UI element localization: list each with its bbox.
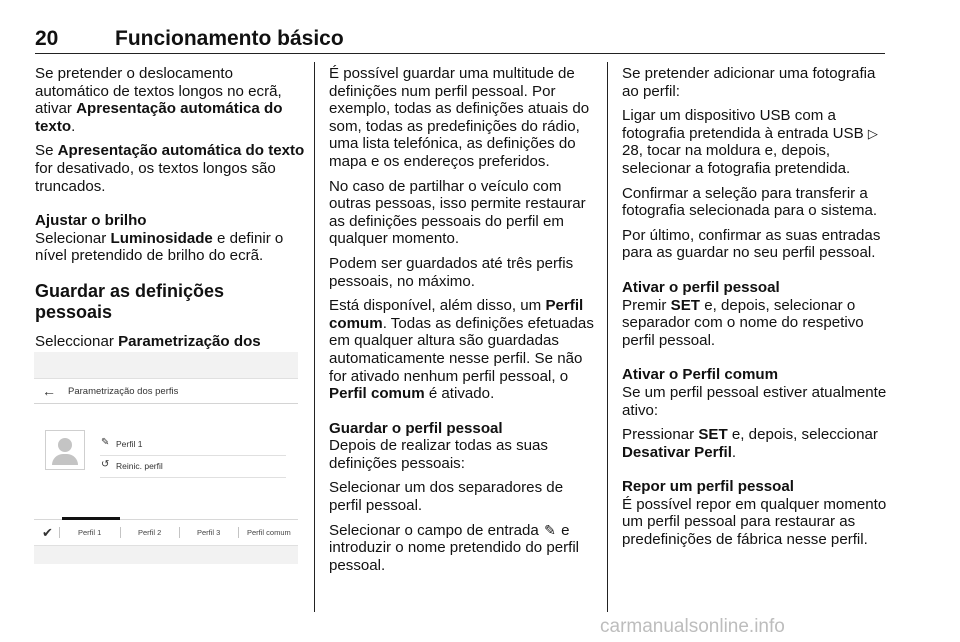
paragraph: É possível guardar uma multitude de definições num perfil pessoal. Por exemplo, todas as definições atuais do som, todas as predefinições do rádio, uma lista telefónica, as definições do mapa e os endereços preferidos. [329, 65, 590, 170]
header-rule [35, 53, 885, 54]
button-name: SET [670, 296, 700, 314]
section-heading-guardar: Guardar as definições pessoais [35, 280, 225, 322]
page-number: 20 [35, 27, 59, 50]
paragraph: Por último, confirmar as suas entradas para as guardar no seu perfil pessoal. [622, 226, 881, 262]
paragraph: Podem ser guardados até três perfis pessoais, no máximo. [329, 254, 574, 290]
button-name: SET [698, 426, 728, 444]
profile-photo-frame[interactable] [45, 430, 85, 470]
paragraph: É possível repor em qualquer momento um perfil pessoal para restaurar as predefinições de fábrica nesse perfil. [622, 495, 887, 549]
menu-option-name: Apresentação automática do texto [57, 142, 305, 160]
checkmark-icon[interactable]: ✔ [42, 525, 53, 540]
reset-profile-button[interactable]: Reinic. perfil [116, 461, 163, 471]
menu-option-name: Apresentação automática do texto [35, 100, 283, 135]
tab-perfil-1[interactable]: Perfil 1 [78, 528, 102, 537]
column-2 [329, 65, 597, 581]
row-divider [100, 455, 286, 456]
paragraph: Selecionar o campo de entrada ✎ e introduzir o nome pretendido do perfil pessoal. [329, 521, 580, 574]
paragraph: Premir SET e, depois, selecionar o separador com o nome do respetivo perfil pessoal. [622, 296, 864, 349]
profile-settings-screen-figure [34, 352, 298, 564]
menu-option-name: Perfil comum [329, 385, 425, 403]
pencil-icon: ✎ [544, 521, 556, 538]
menu-option-name: Desativar Perfil [622, 443, 732, 461]
profile-settings-screen [34, 378, 298, 546]
menu-option-name: Parametrização dos [118, 332, 261, 350]
reset-icon: ↺ [101, 459, 110, 470]
column-3 [622, 65, 890, 556]
section-heading-repor: Repor um perfil pessoal [622, 478, 794, 496]
screen-title: Parametrização dos perfis [68, 386, 179, 397]
page-reference-icon: ▷ [867, 125, 878, 141]
paragraph: Se pretender o deslocamento automático de textos longos no ecrã, ativar Apresentação automática do texto. [35, 65, 283, 135]
profile-name-field[interactable]: Perfil 1 [116, 439, 143, 449]
paragraph: Seleccionar Parametrização dos [35, 333, 305, 368]
tab-perfil-3[interactable]: Perfil 3 [197, 528, 221, 537]
pencil-icon: ✎ [101, 437, 110, 448]
section-heading-ativar: Ativar o perfil pessoal [622, 278, 780, 296]
page-title: Funcionamento básico [115, 27, 344, 50]
title-divider [34, 403, 298, 404]
active-tab-indicator [62, 517, 120, 520]
watermark: carmanualsonline.info [600, 616, 785, 637]
paragraph: Está disponível, além disso, um Perfil comum. Todas as definições efetuadas em qualquer altura são guardadas automaticamente nesse perfil. Se não for ativado nenhum perfil pessoal, o Perfil comum é ativado. [329, 297, 594, 403]
tab-perfil-comum[interactable]: Perfil comum [247, 528, 291, 537]
back-arrow-icon[interactable]: ← [42, 383, 56, 399]
section-heading-guardar-perfil: Guardar o perfil pessoal [329, 419, 503, 437]
paragraph: Confirmar a seleção para transferir a fotografia selecionada para o sistema. [622, 184, 878, 220]
paragraph: Se um perfil pessoal estiver atualmente ativo: [622, 383, 887, 419]
profile-tabs [34, 519, 298, 546]
paragraph: Depois de realizar todas as suas definições pessoais: [329, 437, 548, 472]
page-header [35, 27, 885, 51]
row-divider [100, 477, 286, 478]
tab-perfil-2[interactable]: Perfil 2 [138, 528, 162, 537]
paragraph: Se Apresentação automática do texto for desativado, os textos longos são truncados. [35, 142, 305, 195]
paragraph: Ligar um dispositivo USB com a fotografia pretendida à entrada USB ▷ 28, tocar na moldura e, depois, selecionar a fotografia pretendida. [622, 107, 878, 177]
column-divider-2 [607, 62, 608, 612]
column-divider-1 [314, 62, 315, 612]
paragraph: No caso de partilhar o veículo com outras pessoas, isso permite restaurar as definições pessoais do perfil em qualquer momento. [329, 177, 586, 248]
column-1 [35, 65, 305, 375]
paragraph: Pressionar SET e, depois, seleccionar Desativar Perfil. [622, 426, 878, 461]
section-heading-ativar-comum: Ativar o Perfil comum [622, 366, 779, 384]
menu-option-name: Luminosidade [110, 229, 213, 247]
paragraph: Selecionar um dos separadores de perfil pessoal. [329, 479, 564, 515]
paragraph: Selecionar Luminosidade e definir o nível pretendido de brilho do ecrã. [35, 229, 284, 265]
person-silhouette-icon [58, 438, 72, 452]
menu-option-name: Perfil comum [329, 297, 584, 332]
paragraph: Se pretender adicionar uma fotografia ao perfil: [622, 65, 876, 100]
section-heading-brilho: Ajustar o brilho [35, 212, 147, 230]
